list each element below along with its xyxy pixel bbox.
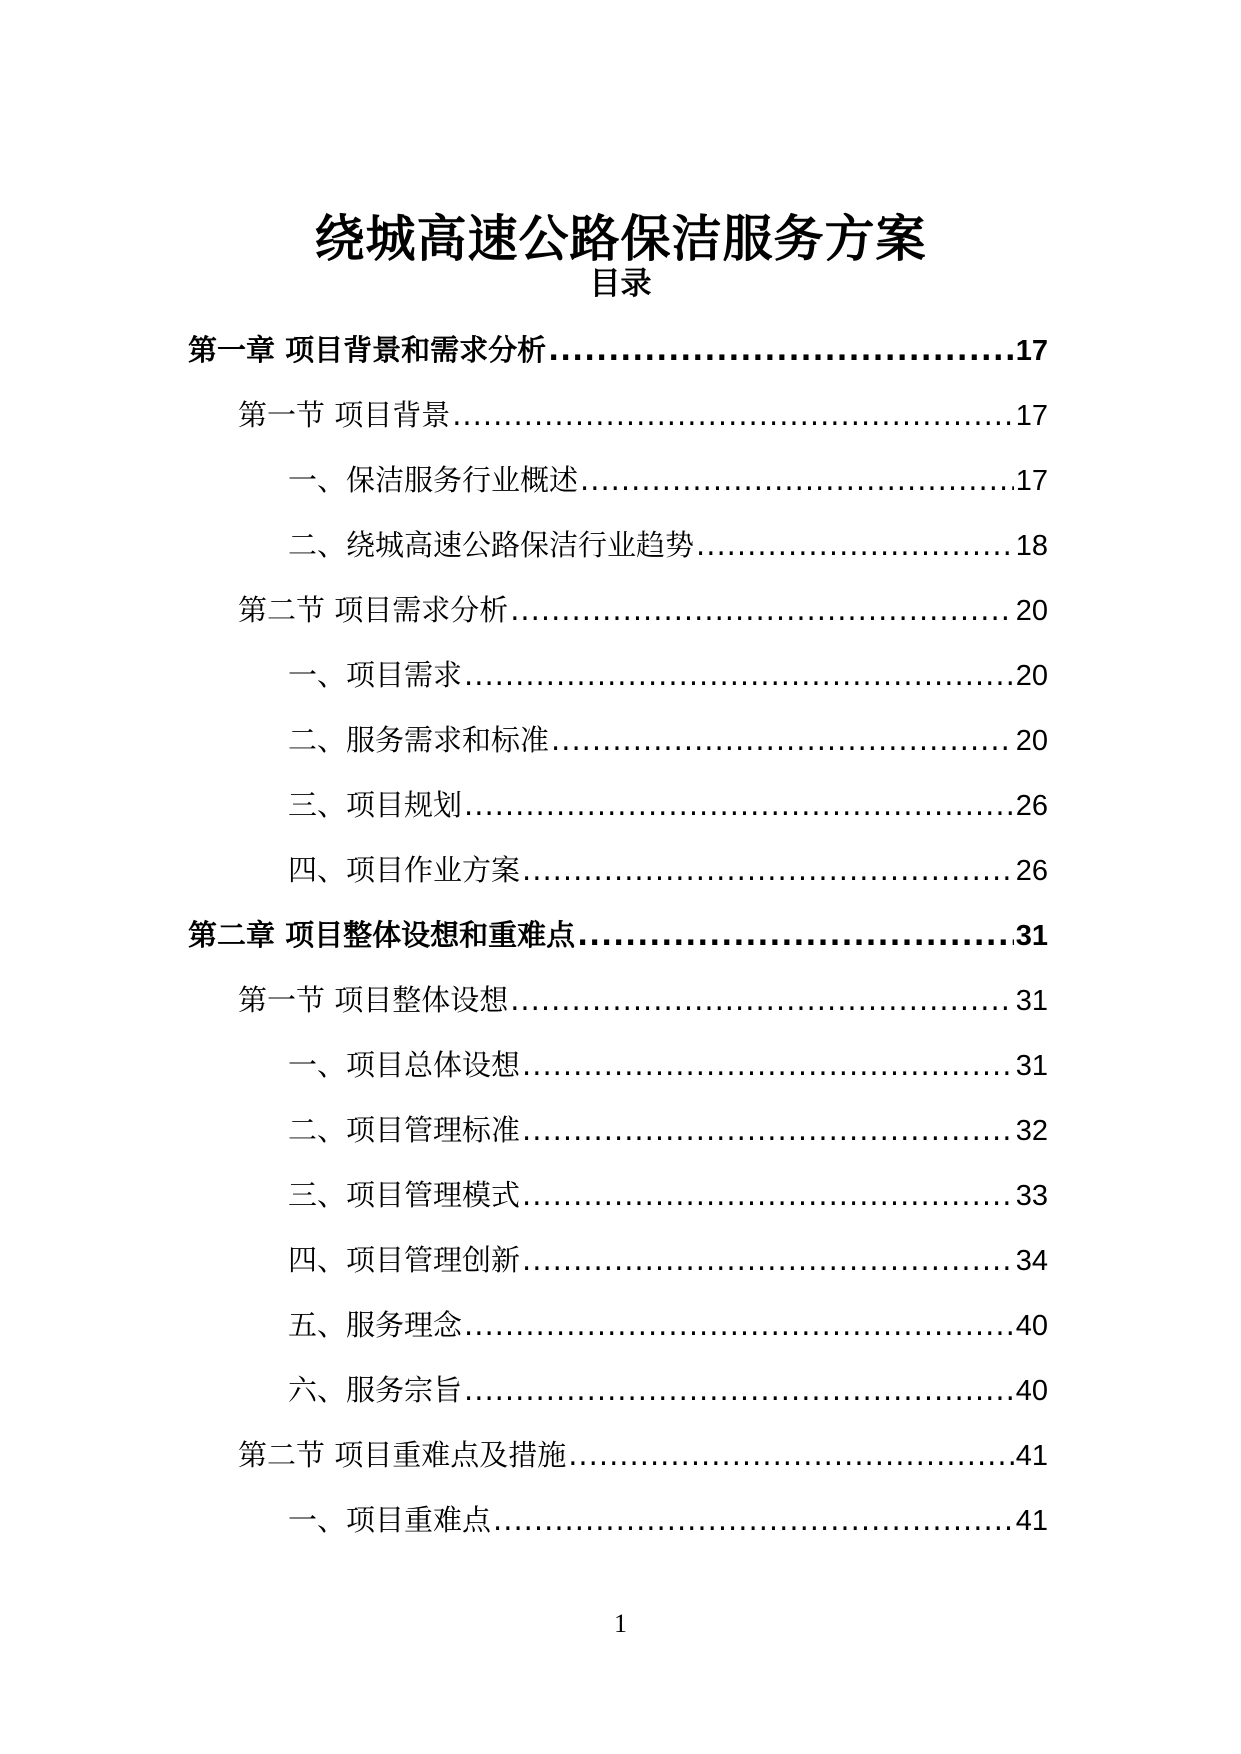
toc-entry-chapter[interactable] [0,327,1241,392]
toc-entry-title: 五、服务理念 [288,1308,463,1342]
toc-entry-page: 18 [1015,530,1048,562]
toc-entry-subsection[interactable] [0,652,1241,717]
toc-entry-title: 六、服务宗旨 [288,1373,463,1407]
toc-dot-leader [577,912,1014,958]
toc-entry-chapter[interactable] [0,912,1241,977]
toc-dot-leader [522,1042,1014,1088]
toc-dot-leader [452,392,1014,438]
toc-entry-title: 第一节 项目整体设想 [238,983,509,1017]
toc-dot-leader [510,587,1014,633]
table-of-contents [0,327,1241,1562]
toc-entry-title: 一、项目重难点 [288,1503,492,1537]
toc-dot-leader [522,1172,1014,1218]
toc-entry-title: 四、项目管理创新 [288,1243,521,1277]
toc-entry-page: 40 [1015,1310,1048,1342]
toc-entry-title: 一、保洁服务行业概述 [288,463,579,497]
toc-dot-leader [493,1497,1014,1543]
toc-entry-subsection[interactable] [0,1172,1241,1237]
toc-entry-subsection[interactable] [0,1497,1241,1562]
toc-entry-title: 一、项目总体设想 [288,1048,521,1082]
toc-entry-section[interactable] [0,1432,1241,1497]
toc-dot-leader [522,1237,1014,1283]
toc-entry-section[interactable] [0,587,1241,652]
toc-dot-leader [696,522,1014,568]
toc-entry-section[interactable] [0,392,1241,457]
toc-entry-page: 31 [1015,1050,1048,1082]
toc-entry-page: 31 [1015,985,1048,1017]
toc-entry-page: 26 [1015,790,1048,822]
toc-entry-title: 四、项目作业方案 [288,853,521,887]
toc-entry-page: 20 [1015,725,1048,757]
toc-heading: 目录 [589,266,652,302]
toc-entry-subsection[interactable] [0,457,1241,522]
toc-entry-title: 第二节 项目重难点及措施 [238,1438,567,1472]
toc-entry-title: 二、项目管理标准 [288,1113,521,1147]
toc-entry-subsection[interactable] [0,1367,1241,1432]
toc-entry-title: 二、服务需求和标准 [288,723,550,757]
toc-entry-page: 33 [1015,1180,1048,1212]
toc-entry-title: 第二节 项目需求分析 [238,593,509,627]
toc-entry-page: 34 [1015,1245,1048,1277]
toc-entry-page: 31 [1015,920,1048,952]
toc-entry-page: 20 [1015,595,1048,627]
toc-entry-subsection[interactable] [0,847,1241,912]
toc-entry-title: 第一章 项目背景和需求分析 [188,333,547,367]
toc-dot-leader [464,652,1014,698]
document-title: 绕城高速公路保洁服务方案 [314,209,927,268]
toc-entry-subsection[interactable] [0,782,1241,847]
toc-entry-subsection[interactable] [0,1237,1241,1302]
toc-entry-page: 17 [1015,335,1048,367]
toc-entry-title: 第一节 项目背景 [238,398,451,432]
toc-dot-leader [464,1302,1014,1348]
toc-entry-subsection[interactable] [0,1042,1241,1107]
toc-entry-page: 26 [1015,855,1048,887]
toc-dot-leader [522,847,1014,893]
toc-dot-leader [568,1432,1014,1478]
toc-dot-leader [464,782,1014,828]
toc-dot-leader [551,717,1014,763]
toc-entry-title: 三、项目规划 [288,788,463,822]
toc-dot-leader [580,457,1014,503]
page-number: 1 [614,1609,627,1638]
toc-dot-leader [548,327,1014,373]
toc-dot-leader [510,977,1014,1023]
toc-entry-page: 41 [1015,1505,1048,1537]
toc-entry-title: 第二章 项目整体设想和重难点 [188,918,576,952]
toc-entry-page: 17 [1015,400,1048,432]
toc-entry-section[interactable] [0,977,1241,1042]
toc-dot-leader [464,1367,1014,1413]
toc-entry-page: 32 [1015,1115,1048,1147]
toc-entry-subsection[interactable] [0,1302,1241,1367]
toc-dot-leader [522,1107,1014,1153]
toc-entry-title: 二、绕城高速公路保洁行业趋势 [288,528,695,562]
toc-entry-title: 一、项目需求 [288,658,463,692]
toc-entry-subsection[interactable] [0,717,1241,782]
toc-entry-page: 17 [1015,465,1048,497]
toc-entry-subsection[interactable] [0,522,1241,587]
toc-entry-page: 40 [1015,1375,1048,1407]
toc-entry-title: 三、项目管理模式 [288,1178,521,1212]
toc-entry-page: 20 [1015,660,1048,692]
toc-entry-page: 41 [1015,1440,1048,1472]
toc-entry-subsection[interactable] [0,1107,1241,1172]
